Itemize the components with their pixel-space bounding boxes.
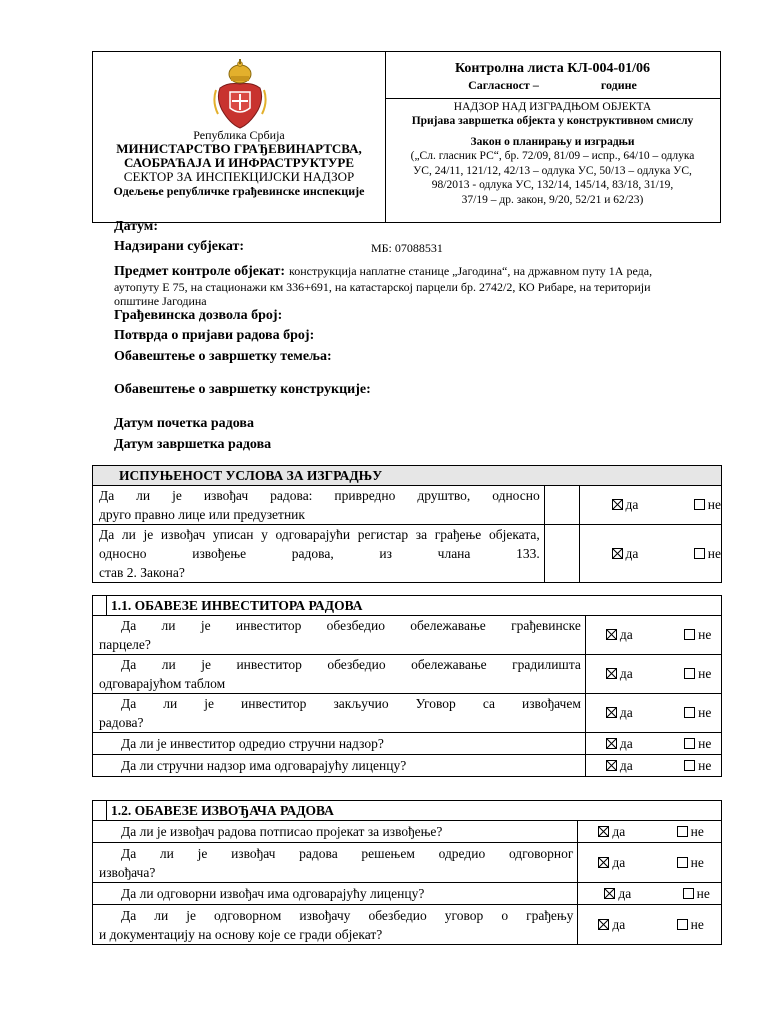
yes-label: да bbox=[619, 757, 633, 773]
yes-option[interactable] bbox=[598, 824, 625, 839]
question-text: извођача? bbox=[99, 864, 156, 880]
empty-cell bbox=[93, 801, 107, 821]
section-title: ИСПУЊЕНОСТ УСЛОВА ЗА ИЗГРАДЊУ bbox=[93, 466, 722, 486]
answer-cell bbox=[578, 905, 722, 945]
question-text: Да ли је одговорном извођачу обезбедио уговор о грађењу bbox=[121, 907, 574, 923]
question-text: Да ли је инвеститор обезбедио обележавање грађевинске bbox=[121, 618, 581, 633]
answer-cell bbox=[579, 525, 721, 583]
answer-cell bbox=[585, 733, 721, 755]
question-cell bbox=[93, 733, 586, 755]
checkbox-icon[interactable] bbox=[684, 707, 695, 718]
law-line: 98/2013 - одлука УС, 132/14, 145/14, 83/18, 31/19, bbox=[431, 179, 674, 191]
header-left bbox=[93, 52, 386, 222]
question-text: Да ли је извођач радова: привредно друштво, односно bbox=[99, 488, 540, 503]
no-label: не bbox=[698, 735, 712, 751]
year-label: године bbox=[600, 78, 637, 92]
checkbox-icon[interactable] bbox=[684, 738, 695, 749]
department-label: Одељење републичке грађевинске инспекције bbox=[113, 184, 365, 198]
yes-label: да bbox=[612, 823, 626, 839]
yes-option[interactable] bbox=[606, 758, 633, 773]
no-option[interactable] bbox=[684, 705, 711, 720]
no-option[interactable] bbox=[684, 666, 711, 681]
no-option[interactable] bbox=[684, 627, 711, 642]
object-text: конструкција наплатне станице „Јагодина“, на државном путу 1А реда, bbox=[289, 264, 653, 278]
empty-cell bbox=[93, 596, 107, 616]
checkbox-icon[interactable] bbox=[677, 857, 688, 868]
question-cell bbox=[93, 616, 586, 655]
no-label: не bbox=[690, 854, 704, 870]
section-title: 1.1. ОБАВЕЗЕ ИНВЕСТИТОРА РАДОВА bbox=[107, 596, 722, 616]
contractor-table bbox=[92, 800, 722, 945]
table-row bbox=[93, 883, 722, 905]
checked-checkbox-icon[interactable] bbox=[606, 668, 617, 679]
checkbox-icon[interactable] bbox=[694, 499, 705, 510]
yes-option[interactable] bbox=[606, 736, 633, 751]
yes-label: да bbox=[619, 735, 633, 751]
checkbox-icon[interactable] bbox=[694, 548, 705, 559]
answer-cell bbox=[585, 655, 721, 694]
yes-label: да bbox=[619, 627, 633, 642]
agreement-label: Сагласност – bbox=[468, 78, 539, 92]
yes-label: да bbox=[625, 545, 639, 561]
answer-cell bbox=[578, 883, 722, 905]
question-text: Да ли је инвеститор одредио стручни надзор? bbox=[121, 735, 384, 751]
question-cell bbox=[93, 525, 545, 583]
empty-cell bbox=[544, 525, 579, 583]
question-text: Да ли је инвеститор обезбедио обележавање градилишта bbox=[121, 657, 581, 672]
checked-checkbox-icon[interactable] bbox=[606, 707, 617, 718]
supervision-label: НАДЗОР НАД ИЗГРАДЊОМ ОБЈЕКТА bbox=[453, 101, 652, 113]
sector-label: СЕКТОР ЗА ИНСПЕКЦИЈСКИ НАДЗОР bbox=[123, 169, 355, 184]
question-text: Да ли одговорни извођач има одговарајућу лиценцу? bbox=[121, 885, 425, 901]
checked-checkbox-icon[interactable] bbox=[612, 548, 623, 559]
question-text: Да ли је извођач радова потписао пројекат за извођење? bbox=[121, 823, 443, 839]
question-cell bbox=[93, 655, 586, 694]
table-row bbox=[93, 733, 722, 755]
checked-checkbox-icon[interactable] bbox=[604, 888, 615, 899]
answer-cell bbox=[578, 843, 722, 883]
checkbox-icon[interactable] bbox=[684, 668, 695, 679]
law-line: УС, 24/11, 121/12, 42/13 – одлука УС, 50/13 – одлука УС, bbox=[413, 164, 692, 177]
question-text: Да ли је извођач радова решењем одредио одговорног bbox=[121, 845, 574, 861]
law-citation bbox=[385, 149, 720, 207]
question-cell bbox=[93, 486, 545, 525]
question-cell bbox=[93, 755, 586, 777]
yes-option[interactable] bbox=[606, 666, 633, 681]
mb-number: МБ: 07088531 bbox=[371, 241, 443, 255]
question-text: Да ли је извођач уписан у одговарајући регистар за bbox=[99, 527, 428, 542]
no-option[interactable] bbox=[694, 546, 721, 561]
yes-label: да bbox=[619, 705, 633, 720]
investor-table bbox=[92, 595, 722, 777]
no-label: не bbox=[696, 885, 710, 901]
date-field: Датум: bbox=[114, 219, 158, 234]
question-cell bbox=[93, 821, 578, 843]
object-text: општине Јагодина bbox=[114, 294, 207, 308]
checklist-title-box bbox=[385, 52, 720, 99]
table-row bbox=[93, 755, 722, 777]
checkbox-icon[interactable] bbox=[684, 629, 695, 640]
yes-label: да bbox=[612, 916, 626, 932]
checkbox-icon[interactable] bbox=[684, 760, 695, 771]
yes-option[interactable] bbox=[612, 546, 639, 561]
no-option[interactable] bbox=[677, 824, 704, 839]
table-row bbox=[93, 694, 722, 733]
answer-cell bbox=[578, 821, 722, 843]
question-text: радова? bbox=[99, 715, 144, 730]
object-label: Предмет контроле објекат: bbox=[114, 264, 285, 279]
yes-label: да bbox=[612, 854, 626, 870]
checked-checkbox-icon[interactable] bbox=[612, 499, 623, 510]
yes-option[interactable] bbox=[604, 886, 631, 901]
answer-cell bbox=[585, 694, 721, 733]
yes-label: да bbox=[618, 885, 632, 901]
checked-checkbox-icon[interactable] bbox=[606, 760, 617, 771]
no-label: не bbox=[698, 666, 712, 681]
question-cell bbox=[93, 843, 578, 883]
no-option[interactable] bbox=[683, 886, 710, 901]
no-option[interactable] bbox=[684, 736, 711, 751]
law-line: 37/19 – др. закон, 9/20, 52/21 и 62/23) bbox=[461, 193, 644, 206]
answer-cell bbox=[585, 755, 721, 777]
checkbox-icon[interactable] bbox=[677, 826, 688, 837]
question-text: и документацију на основу које се гради објекат? bbox=[99, 926, 383, 942]
no-label: не bbox=[707, 497, 721, 512]
yes-option[interactable] bbox=[612, 497, 639, 512]
question-cell bbox=[93, 883, 578, 905]
table-row bbox=[93, 905, 722, 945]
answer-cell bbox=[579, 486, 721, 525]
checked-checkbox-icon[interactable] bbox=[598, 826, 609, 837]
section-title: 1.2. ОБАВЕЗЕ ИЗВОЂАЧА РАДОВА bbox=[107, 801, 722, 821]
coat-of-arms-icon bbox=[212, 58, 268, 130]
checklist-title: Контролна листа КЛ-004-01/06 bbox=[454, 61, 651, 76]
no-option[interactable] bbox=[694, 497, 721, 512]
object-block bbox=[114, 262, 714, 308]
table-row bbox=[93, 486, 722, 525]
no-option[interactable] bbox=[677, 855, 704, 870]
construction-field: Обавештење о завршетку конструкције: bbox=[114, 382, 371, 397]
question-text: друго правно лице или предузетник bbox=[99, 507, 305, 522]
report-label: Пријава завршетка објекта у конструктивном смислу bbox=[411, 115, 694, 127]
yes-label: да bbox=[625, 497, 639, 512]
header-right bbox=[385, 52, 720, 222]
question-text: одговарајућом таблом bbox=[99, 676, 226, 691]
answer-cell bbox=[585, 616, 721, 655]
checked-checkbox-icon[interactable] bbox=[598, 919, 609, 930]
checked-checkbox-icon[interactable] bbox=[598, 857, 609, 868]
ministry-line1: МИНИСТАРСТВО ГРАЂЕВИНАРТСВА, bbox=[116, 141, 362, 156]
question-text: став 2. Закона? bbox=[99, 565, 185, 580]
law-title: Закон о планирању и изградњи bbox=[470, 136, 635, 148]
foundation-field: Обавештење о завршетку темеља: bbox=[114, 349, 332, 364]
no-option[interactable] bbox=[684, 758, 711, 773]
ministry-line2: САОБРАЋАЈА И ИНФРАСТРУКТУРЕ bbox=[123, 155, 354, 170]
question-text: Да ли стручни надзор има одговарајућу лиценцу? bbox=[121, 757, 407, 773]
no-label: не bbox=[690, 823, 704, 839]
agreement-line bbox=[385, 79, 720, 92]
no-label: не bbox=[698, 705, 712, 720]
yes-option[interactable] bbox=[606, 705, 633, 720]
confirmation-field: Потврда о пријави радова број: bbox=[114, 328, 315, 343]
question-text: грађење објеката, односно извођење радова, из члана 133. bbox=[99, 527, 540, 561]
permit-field: Грађевинска дозвола број: bbox=[114, 308, 283, 323]
checkbox-icon[interactable] bbox=[677, 919, 688, 930]
header-box bbox=[92, 51, 721, 223]
end-date-field: Датум завршетка радова bbox=[114, 437, 272, 452]
question-cell bbox=[93, 905, 578, 945]
yes-option[interactable] bbox=[598, 855, 625, 870]
checked-checkbox-icon[interactable] bbox=[606, 629, 617, 640]
table-row bbox=[93, 616, 722, 655]
checkbox-icon[interactable] bbox=[683, 888, 694, 899]
question-text: парцеле? bbox=[99, 637, 151, 652]
table-row bbox=[93, 821, 722, 843]
object-text: аутопуту Е 75, на стационажи км 336+691, на катастарској парцели бр. 2742/2, КО Рибаре, на територији bbox=[114, 280, 651, 294]
table-row bbox=[93, 843, 722, 883]
start-date-field: Датум почетка радова bbox=[114, 416, 254, 431]
no-label: не bbox=[690, 916, 704, 932]
table-row bbox=[93, 525, 722, 583]
checked-checkbox-icon[interactable] bbox=[606, 738, 617, 749]
no-option[interactable] bbox=[677, 917, 704, 932]
no-label: не bbox=[707, 545, 721, 561]
republic-label: Република Србија bbox=[193, 128, 285, 142]
no-label: не bbox=[698, 757, 712, 773]
subject-field: Надзирани субјекат: bbox=[114, 239, 245, 254]
yes-label: да bbox=[619, 666, 633, 681]
question-text: Да ли је инвеститор закључио Уговор са извођачем bbox=[121, 696, 581, 711]
table-row bbox=[93, 655, 722, 694]
yes-option[interactable] bbox=[598, 917, 625, 932]
yes-option[interactable] bbox=[606, 627, 633, 642]
empty-cell bbox=[544, 486, 579, 525]
no-label: не bbox=[698, 627, 712, 642]
law-line: („Сл. гласник РС“, бр. 72/09, 81/09 – испр., 64/10 – одлука bbox=[410, 150, 695, 162]
question-cell bbox=[93, 694, 586, 733]
conditions-table bbox=[92, 465, 722, 583]
